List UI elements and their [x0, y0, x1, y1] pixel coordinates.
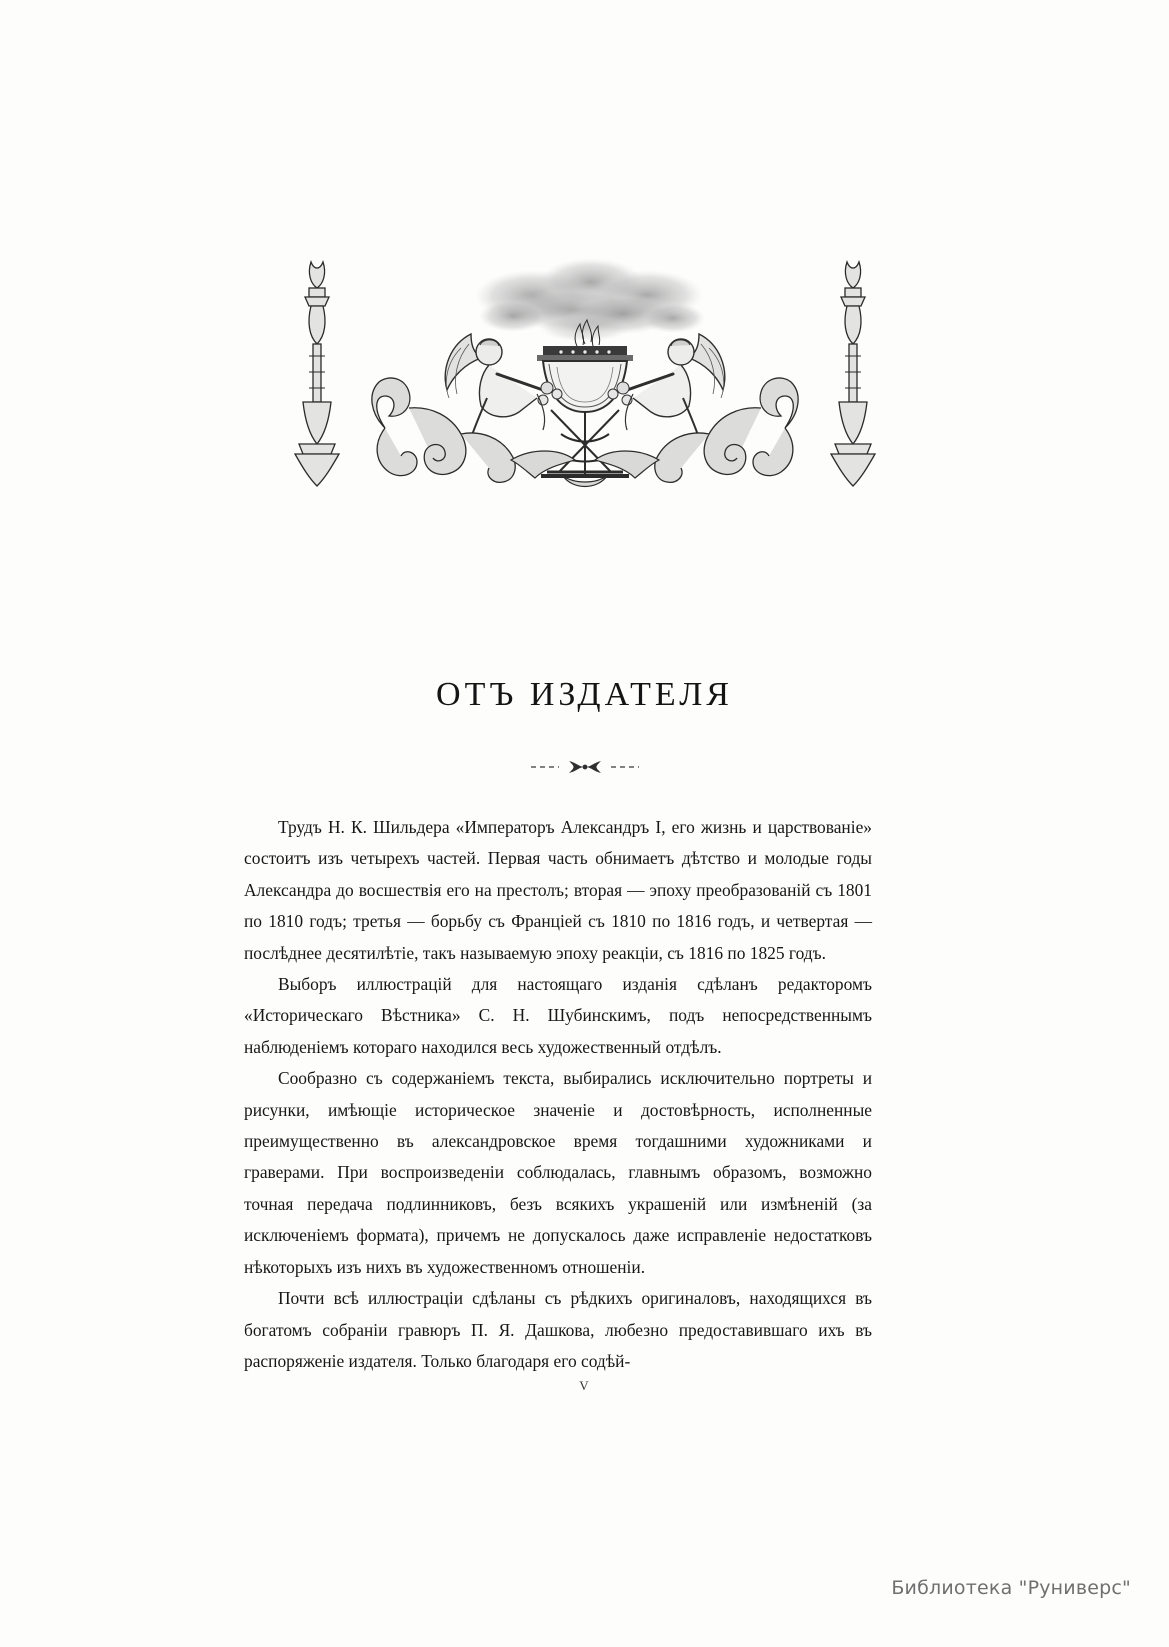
body-text	[244, 812, 872, 1377]
paragraph: Почти всѣ иллюстраціи сдѣланы съ рѣдкихъ оригиналовъ, находящихся въ богатомъ собраніи гравюръ П. Я. Дашкова, любезно предоставившаго ихъ въ распоряженіе издателя. Только благодаря его содѣй-	[244, 1288, 872, 1371]
page-title: ОТЪ ИЗДАТЕЛЯ	[436, 676, 733, 713]
left-candelabrum	[295, 262, 339, 486]
right-garland	[608, 382, 633, 430]
library-watermark: Библиотека "Руниверс"	[891, 1577, 1131, 1599]
left-garland	[537, 382, 562, 430]
paragraph: Сообразно съ содержаніемъ текста, выбирались исключительно портреты и рисунки, имѣющіе историческое значеніе и достовѣрность, исполненные преимущественно въ александровское время тогдашними художниками и граверами. При воспроизведеніи соблюдалась, главнымъ образомъ, возможно точная передача подлинниковъ, безъ всякихъ украшеній или измѣненій (за исключеніемъ формата), причемъ не допускалось даже исправленіе недостатковъ нѣкоторыхъ изъ нихъ въ художественномъ отношеніи.	[244, 1068, 872, 1277]
paragraph: Трудъ Н. К. Шильдера «Императоръ Александръ I, его жизнь и царствованіе» состоитъ изъ четырехъ частей. Первая часть обнимаетъ дѣтство и молодые годы Александра до восшествія его на престолъ; вторая — эпоху преобразованій съ 1801 по 1810 годъ; третья — борьбу съ Франціей съ 1810 по 1816 годъ, и четвертая — послѣднее десятилѣтіе, такъ называемую эпоху реакціи, съ 1816 по 1825 годъ.	[244, 817, 872, 963]
paragraph: Выборъ иллюстрацій для настоящаго изданія сдѣланъ редакторомъ «Историческаго Вѣстника» С. Н. Шубинскимъ, подъ непосредственнымъ наблюденіемъ котораго находился весь художественный отдѣлъ.	[244, 974, 872, 1057]
ornamental-divider-icon	[525, 755, 645, 779]
brazier	[537, 346, 633, 412]
page-number: V	[579, 1378, 590, 1393]
engraved-headpiece-icon	[275, 248, 895, 488]
right-candelabrum	[831, 262, 875, 486]
